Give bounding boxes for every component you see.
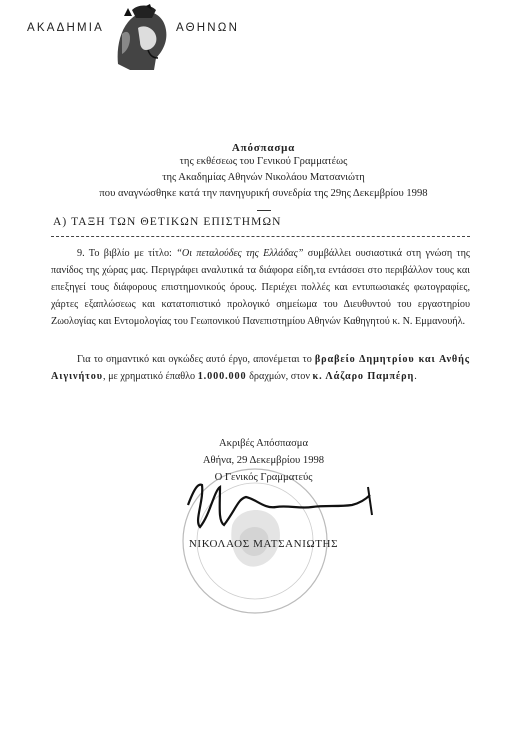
section-rule xyxy=(51,236,470,237)
subtitle-line-3: που αναγνώσθηκε κατά την πανηγυρική συνεδρία της 29ης Δεκεμβρίου 1998 xyxy=(99,188,428,199)
subtitle-line-2: της Ακαδημίας Αθηνών Νικολάου Ματσανιώτη xyxy=(162,172,365,183)
book-title: “Οι πεταλούδες της Ελλάδας” xyxy=(176,248,304,259)
athena-logo-icon xyxy=(108,4,172,74)
award-recipient: κ. Λάζαρο Παμπέρη xyxy=(312,371,415,383)
separator-dash xyxy=(257,210,271,211)
para1-text-b: συμβάλλει ουσιαστικά στη γνώση της πανίδος της χώρας μας. Περιγράφει αναλυτικά τα διάφορα είδη,τα εντάσσει στο περιβάλλον τους και επεξηγεί τους διάφορους επιστημονικούς όρους. Περιέχει πολλές και εντυπωσιακές φωτογραφίες, χάρτες εξαπλώσεως και κατατοπιστικό προλογικό σημείωμα του Διευθυντού του εργαστηρίου Ζωολογίας και Εντομολογίας του Γεωπονικού Πανεπιστημίου Αθηνών Καθηγητού κ. Ν. Εμμανουήλ. xyxy=(51,248,470,328)
section-heading: Α) ΤΑΞΗ ΤΩΝ ΘΕΤΙΚΩΝ ΕΠΙΣΤΗΜΩΝ xyxy=(53,216,282,228)
para2-text-c: δραχμών, στον xyxy=(246,371,313,383)
signoff-date: Αθήνα, 29 Δεκεμβρίου 1998 xyxy=(202,455,325,466)
paragraph-book-description xyxy=(51,245,470,330)
para2-text-d: . xyxy=(414,371,417,383)
signoff-line-1: Ακριβές Απόσπασμα xyxy=(218,438,309,449)
signoff-role: Ο Γενικός Γραμματεύς xyxy=(214,472,313,483)
header-academy-word: ΑΚΑΔΗΜΙΑ xyxy=(27,22,105,34)
signatory-name: ΝΙΚΟΛΑΟΣ ΜΑΤΣΑΝΙΩΤΗΣ xyxy=(188,538,339,550)
item-number: 9. xyxy=(77,248,85,259)
header-athens-word: ΑΘΗΝΩΝ xyxy=(176,22,240,34)
para1-text-a: Το βιβλίο με τίτλο: xyxy=(84,248,177,259)
award-amount: 1.000.000 xyxy=(197,371,247,383)
para2-text-a: Για το σημαντικό και ογκώδες αυτό έργο, απονέμεται το xyxy=(77,354,315,365)
subtitle-line-1: της εκθέσεως του Γενικού Γραμματέως xyxy=(179,156,348,167)
para2-text-b: , με χρηματικό έπαθλο xyxy=(102,371,198,383)
document-title: Απόσπασμα xyxy=(231,142,296,154)
award-name: βραβείο Δημητρίου και Ανθής Αιγινήτου xyxy=(51,354,470,383)
paragraph-award xyxy=(51,351,470,385)
